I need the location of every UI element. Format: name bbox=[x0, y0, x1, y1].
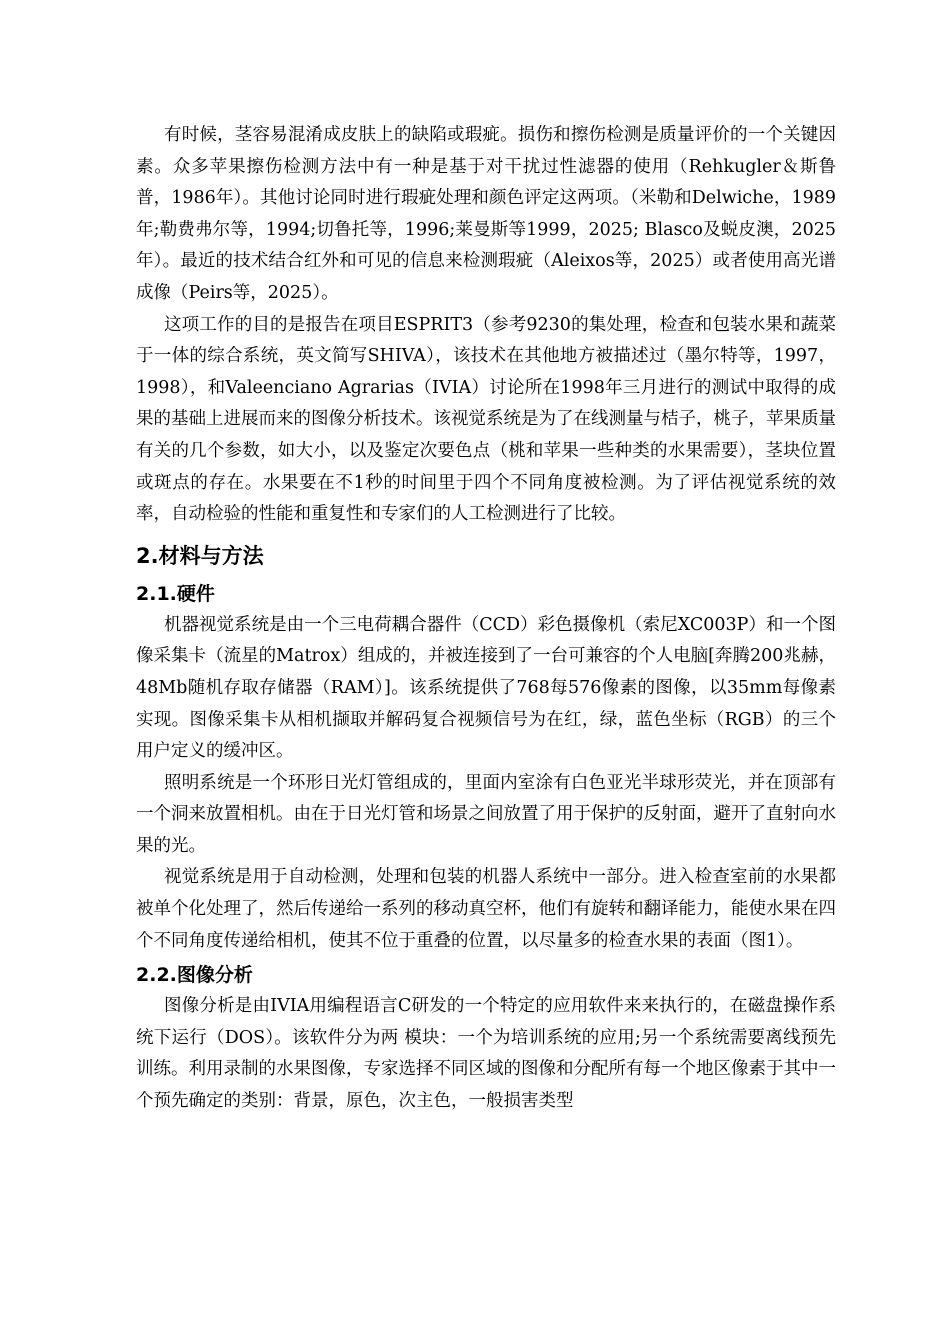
image-analysis-paragraph-1: 图像分析是由IVIA用编程语言C研发的一个特定的应用软件来来执行的，在磁盘操作系统下运行（DOS）。该软件分为两 模块：一个为培训系统的应用;另一个系统需要离线预先训练。利用录制的水果图像，专家选择不同区域的图像和分配所有每一个地区像素于其中一个预先确定的类别：背景，原色，次主色，一般损害类型 bbox=[136, 996, 836, 1112]
hardware-paragraph-3: 视觉系统是用于自动检测，处理和包装的机器人系统中一部分。进入检查室前的水果都被单个化处理了，然后传递给一系列的移动真空杯，他们有旋转和翻译能力，能使水果在四个不同角度传递给相机，使其不位于重叠的位置，以尽量多的检查水果的表面（图1）。 bbox=[136, 867, 836, 951]
section-heading-materials-methods: 2.材料与方法 bbox=[136, 543, 264, 568]
intro-paragraph-1: 有时候，茎容易混淆成皮肤上的缺陷或瑕疵。损伤和擦伤检测是质量评价的一个关键因素。众多苹果擦伤检测方法中有一种是基于对干扰过性滤器的使用（Rehkugler＆斯鲁普，1986年）。其他讨论同时进行瑕疵处理和颜色评定这两项。（米勒和Delwiche，1989年;勒费弗尔等，1994;切鲁托等，1996;莱曼斯等1999，2025; Blasco及蜕皮澳，2025年）。最近的技术结合红外和可见的信息来检测瑕疵（Aleixos等，2025）或者使用高光谱成像（Peirs等，2025）。 bbox=[136, 125, 836, 303]
hardware-paragraph-2: 照明系统是一个环形日光灯管组成的，里面内室涂有白色亚光半球形荧光，并在顶部有一个洞来放置相机。由在于日光灯管和场景之间放置了用于保护的反射面，避开了直射向水果的光。 bbox=[136, 772, 836, 856]
document-page bbox=[136, 120, 836, 1118]
subsection-heading-hardware: 2.1.硬件 bbox=[136, 582, 215, 605]
hardware-paragraph-1: 机器视觉系统是由一个三电荷耦合器件（CCD）彩色摄像机（索尼XC003P）和一个图像采集卡（流星的Matrox）组成的，并被连接到了一台可兼容的个人电脑[奔腾200兆赫，48Mb随机存取存储器（RAM）]。该系统提供了768每576像素的图像，以35mm每像素实现。图像采集卡从相机撷取并解码复合视频信号为在红，绿，蓝色坐标（RGB）的三个用户定义的缓冲区。 bbox=[136, 614, 836, 762]
intro-paragraph-2: 这项工作的目的是报告在项目ESPRIT3（参考9230的集处理，检查和包装水果和蔬菜于一体的综合系统，英文简写SHIVA），该技术在其他地方被描述过（墨尔特等，1997，1998），和Valeenciano Agrarias（IVIA）讨论所在1998年三月进行的测试中取得的成果的基础上进展而来的图像分析技术。该视觉系统是为了在线测量与桔子，桃子，苹果质量有关的几个参数，如大小，以及鉴定次要色点（桃和苹果一些种类的水果需要），茎块位置或斑点的存在。水果要在不1秒的时间里于四个不同角度被检测。为了评估视觉系统的效率，自动检验的性能和重复性和专家们的人工检测进行了比较。 bbox=[136, 314, 836, 525]
subsection-heading-image-analysis: 2.2.图像分析 bbox=[136, 964, 253, 987]
